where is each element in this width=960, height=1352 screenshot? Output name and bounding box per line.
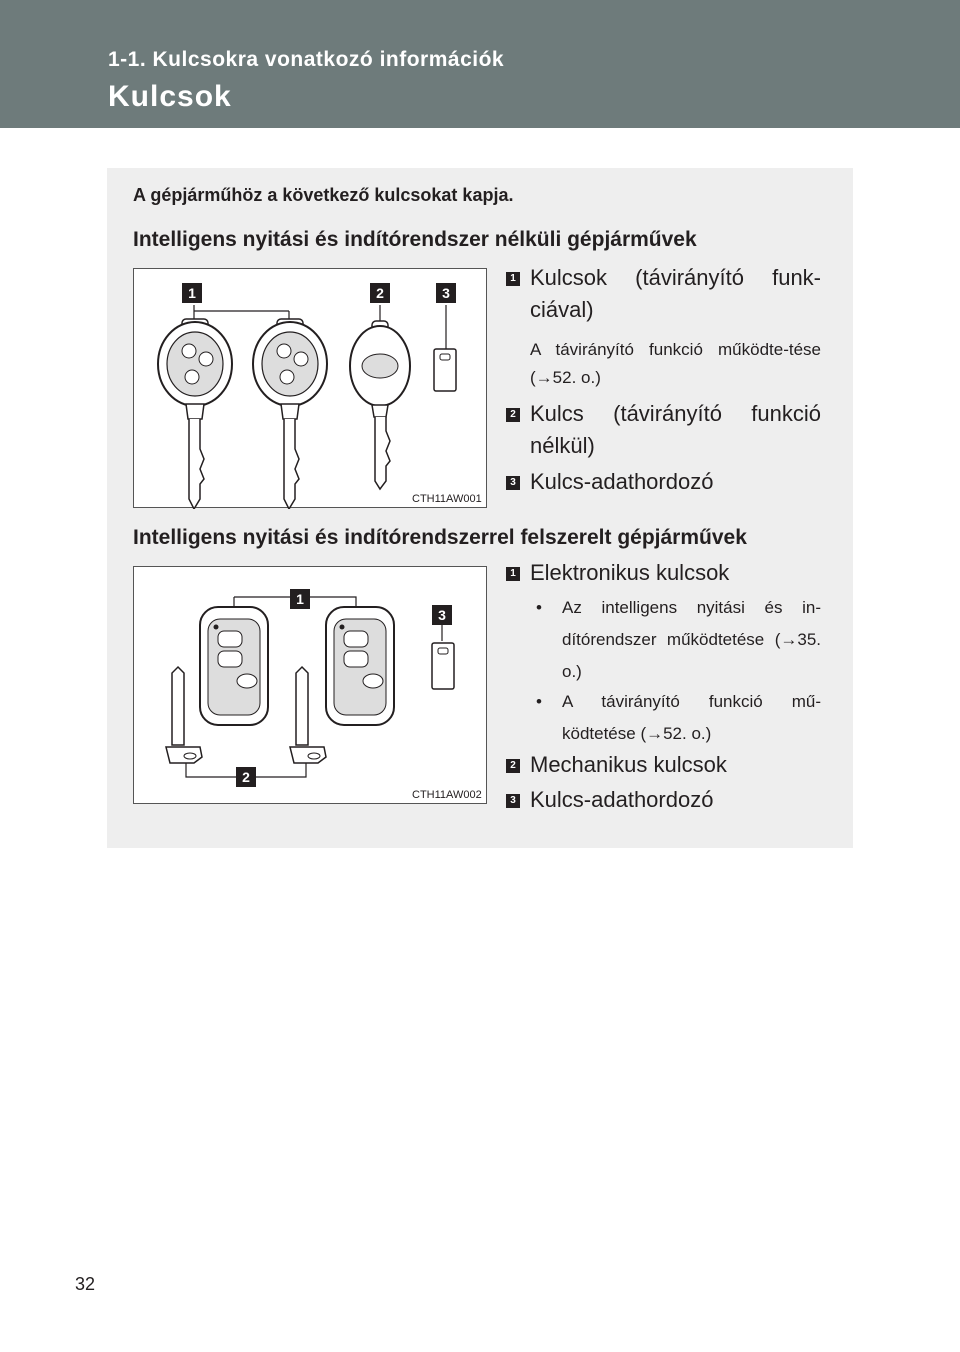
list-item [506,398,821,462]
callout-2: 2 [370,283,390,303]
item-marker: 1 [506,272,520,286]
smart-key-icon [326,607,394,725]
item-text: Mechanikus kulcsok [530,752,727,777]
bullet-item [536,592,821,688]
list-item [506,466,821,498]
page-number: 32 [75,1274,96,1294]
callout-2: 2 [236,767,256,787]
note-text: A távirányító funkció működte-tése (→52. o.) [530,340,821,387]
item-marker: 2 [506,408,520,422]
figure-code: CTH11AW002 [412,789,482,801]
list-item [506,262,821,326]
list-item [506,784,821,816]
figure-conventional-keys [133,268,487,508]
section-label: 1-1. Kulcsokra vonatkozó információk [108,48,505,71]
key-tag-icon [434,349,456,391]
list-item [506,749,821,781]
header-band [0,0,960,128]
section2-heading: Intelligens nyitási és indítórendszerrel felszerelt gépjárművek [133,526,747,549]
smart-keys-illustration [134,567,488,805]
item-text: Kulcs-adathordozó [530,787,714,812]
bullet-text: A távirányító funkció mű-ködtetése (→52. o.) [562,692,821,743]
bullet-dot: • [536,598,542,617]
item-text: Kulcs (távirányító funkció nélkül) [530,401,821,458]
intro-text: A gépjárműhöz a következő kulcsokat kapja. [133,185,514,205]
bullet-text: Az intelligens nyitási és in-dítórendszer működtetése (→35. o.) [562,598,821,681]
item-marker: 1 [506,567,520,581]
list-item [506,557,821,589]
callout-1: 1 [290,589,310,609]
item-marker: 3 [506,794,520,808]
item-text: Kulcsok (távirányító funk-ciával) [530,265,821,322]
mechanical-key-icon [290,667,326,763]
page-title: Kulcsok [108,80,232,113]
callout-3: 3 [432,605,452,625]
figure-smart-keys [133,566,487,804]
figure-code: CTH11AW001 [412,493,482,505]
bullet-item [536,686,821,750]
key-tag-icon [432,643,454,689]
item-text: Kulcs-adathordozó [530,469,714,494]
item-marker: 3 [506,476,520,490]
item-marker: 2 [506,759,520,773]
bullet-dot: • [536,692,542,711]
keys-illustration [134,269,488,509]
mechanical-key-icon [166,667,202,763]
callout-3: 3 [436,283,456,303]
callout-1: 1 [182,283,202,303]
smart-key-icon [200,607,268,725]
item-text: Elektronikus kulcsok [530,560,730,585]
plain-key-icon [350,321,410,489]
section1-heading: Intelligens nyitási és indítórendszer nélküli gépjárművek [133,228,697,251]
remote-key-icon [158,319,232,509]
remote-key-icon [253,319,327,509]
